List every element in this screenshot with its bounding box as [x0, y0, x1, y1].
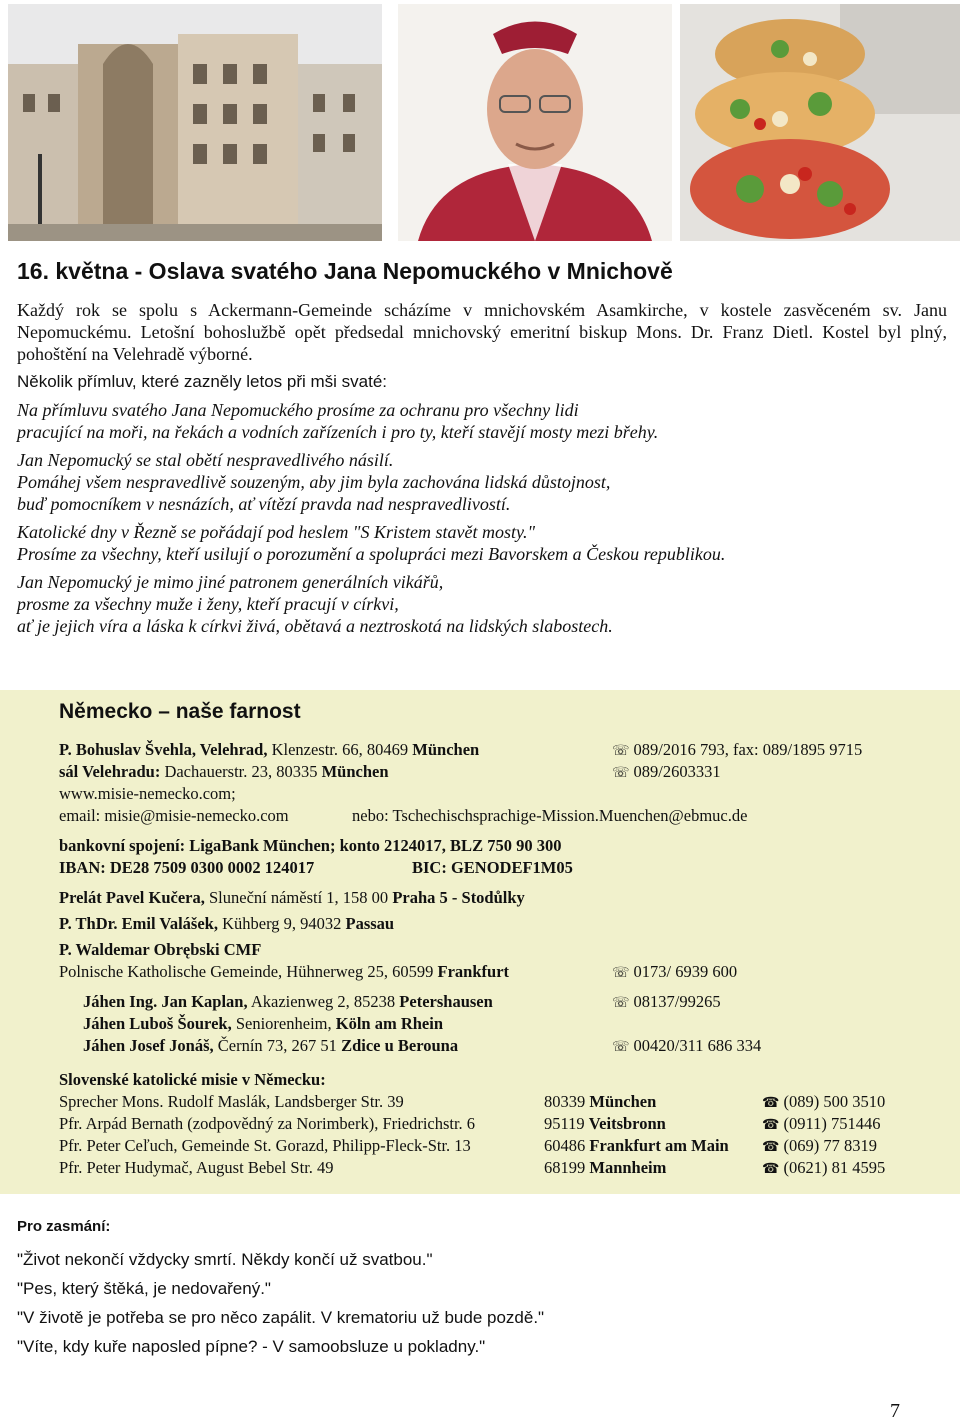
priest-phone: 089/2016 793, fax: 089/1895 9715: [633, 740, 863, 759]
prayer-line: pracující na moři, na řekách a vodních zařízeních i pro ty, kteří stavějí mosty mezi břehy.: [17, 422, 659, 442]
phone-icon: ☎: [762, 1096, 780, 1111]
prelate-name: Prelát Pavel Kučera,: [59, 888, 205, 907]
prayer-line: buď pomocníkem v nesnázích, ať vítězí pravda nad nespravedlivostí.: [17, 494, 511, 514]
hall-row: [59, 762, 939, 784]
prayer-line: Pomáhej všem nespravedlivě souzeným, aby jim byla zachována lidská důstojnost,: [17, 472, 611, 492]
prayer-line: ať je jejich víra a láska k církvi živá, obětavá a neztroskotá na lidských slabostech.: [17, 616, 613, 636]
slovak-name: Pfr. Arpád Bernath (zodpovědný za Norimberk), Friedrichstr. 6: [59, 1114, 476, 1133]
valasek-name: P. ThDr. Emil Valášek,: [59, 914, 218, 933]
slovak-phone: ☎ (0911) 751446: [762, 1114, 881, 1133]
prayer-line: Jan Nepomucký se stal obětí nespravedlivého násilí.: [17, 450, 394, 470]
phone-icon: ☏: [612, 1040, 630, 1055]
email-link[interactable]: email: misie@misie-nemecko.com: [59, 806, 289, 825]
slovak-heading: Slovenské katolické misie v Německu:: [59, 1070, 326, 1089]
email-row: [59, 806, 939, 828]
joke-line: "Pes, který štěká, je nedovařený.": [17, 1279, 271, 1298]
joke-line: "Život nekončí vždycky smrtí. Někdy končí už svatbou.": [17, 1250, 433, 1269]
prayers-lead: Několik přímluv, které zazněly letos při mši svaté:: [17, 372, 388, 391]
website-link[interactable]: www.misie-nemecko.com;: [59, 784, 236, 803]
joke-line: "V životě je potřeba se pro něco zapálit. V krematoriu už bude pozdě.": [17, 1308, 545, 1327]
obrebski-city: Frankfurt: [437, 962, 510, 981]
phone-icon: ☏: [612, 966, 630, 981]
sourek-addr: Seniorenheim,: [231, 1014, 336, 1033]
iban-row: [59, 858, 939, 880]
kaplan-row: [59, 992, 939, 1014]
phone-icon: ☏: [612, 996, 630, 1011]
joke-line: "Víte, kdy kuře naposled pípne? - V samoobsluze u pokladny.": [17, 1337, 486, 1356]
slovak-missions: [59, 1092, 939, 1180]
jonas-name: Jáhen Josef Jonáš,: [83, 1036, 214, 1055]
obrebski-name: P. Waldemar Obrębski CMF: [59, 940, 262, 959]
slovak-location: 60486 Frankfurt am Main: [544, 1136, 729, 1155]
food-platters-photo: [680, 4, 960, 241]
slovak-phone: ☎ (0621) 81 4595: [762, 1158, 886, 1177]
church-photo: [8, 4, 382, 241]
article: [17, 258, 947, 637]
prelate-row: [59, 888, 939, 910]
contacts-heading: Německo – naše farnost: [59, 700, 301, 723]
jonas-phone: 00420/311 686 334: [633, 1036, 762, 1055]
kaplan-name: Jáhen Ing. Jan Kaplan,: [83, 992, 248, 1011]
humor-heading: Pro zasmání:: [17, 1218, 111, 1235]
obrebski-name-row: [59, 940, 939, 962]
valasek-addr: Kühberg 9, 94032: [217, 914, 346, 933]
hall-label: sál Velehradu:: [59, 762, 161, 781]
kaplan-city: Petershausen: [399, 992, 493, 1011]
sourek-row: [59, 1014, 939, 1036]
jonas-addr: Černín 73, 267 51: [213, 1036, 342, 1055]
obrebski-row: [59, 962, 939, 984]
phone-icon: ☎: [762, 1162, 780, 1177]
phone-icon: ☎: [762, 1140, 780, 1155]
slovak-name: Pfr. Peter Ceľuch, Gemeinde St. Gorazd, Philipp-Fleck-Str. 13: [59, 1136, 471, 1155]
prayers: [17, 399, 947, 637]
sourek-city: Köln am Rhein: [335, 1014, 444, 1033]
slovak-location: 80339 München: [544, 1092, 657, 1111]
obrebski-addr: Polnische Katholische Gemeinde, Hühnerweg 25, 60599: [59, 962, 438, 981]
article-title: 16. května - Oslava svatého Jana Nepomuckého v Mnichově: [17, 258, 673, 284]
slovak-location: 68199 Mannheim: [544, 1158, 667, 1177]
humor-section: [17, 1218, 937, 1361]
jonas-row: [59, 1036, 939, 1058]
slovak-phone: ☎ (069) 77 8319: [762, 1136, 877, 1155]
page-number: 7: [890, 1400, 900, 1422]
phone-icon: ☏: [612, 744, 630, 759]
obrebski-phone: 0173/ 6939 600: [633, 962, 738, 981]
jonas-city: Zdice u Berouna: [341, 1036, 459, 1055]
sourek-name: Jáhen Luboš Šourek,: [83, 1014, 232, 1033]
email-alt-link[interactable]: nebo: Tschechischsprachige-Mission.Muenchen@ebmuc.de: [352, 806, 748, 825]
prayer-line: Na přímluvu svatého Jana Nepomuckého prosíme za ochranu pro všechny lidi: [17, 400, 579, 420]
article-intro: Každý rok se spolu s Ackermann-Gemeinde scházíme v mnichovském Asamkirche, v kostele zasvěceném sv. Janu Nepomuckému. Letošní bohoslužbě opět předsedal mnichovský emeritní biskup Mons. Dr. Franz Dietl. Kostel byl plný, pohoštění na Velehradě výborné.: [17, 300, 947, 364]
prelate-addr: Sluneční náměstí 1, 158 00: [204, 888, 393, 907]
valasek-row: [59, 914, 939, 936]
web-row: [59, 784, 939, 806]
slovak-name: Pfr. Peter Hudymač, August Bebel Str. 49: [59, 1158, 334, 1177]
bishop-portrait: [398, 4, 672, 241]
hall-phone: 089/2603331: [633, 762, 721, 781]
bank-row: [59, 836, 939, 858]
slovak-name: Sprecher Mons. Rudolf Maslák, Landsberger Str. 39: [59, 1092, 404, 1111]
phone-icon: ☎: [762, 1118, 780, 1133]
hall-city: München: [321, 762, 389, 781]
priest-name: P. Bohuslav Švehla, Velehrad,: [59, 740, 268, 759]
priest-street: Klenzestr. 66, 80469: [267, 740, 413, 759]
prayer-line: prosme za všechny muže i ženy, kteří pracují v církvi,: [17, 594, 399, 614]
kaplan-phone: 08137/99265: [633, 992, 721, 1011]
prayer-line: Jan Nepomucký je mimo jiné patronem generálních vikářů,: [17, 572, 444, 592]
prelate-city: Praha 5 - Stodůlky: [392, 888, 525, 907]
valasek-city: Passau: [345, 914, 395, 933]
priest-city: München: [412, 740, 480, 759]
slovak-location: 95119 Veitsbronn: [544, 1114, 666, 1133]
prayer-line: Prosíme za všechny, kteří usilují o porozumění a spolupráci mezi Bavorskem a Českou republikou.: [17, 544, 726, 564]
slovak-heading-row: [59, 1070, 939, 1092]
slovak-phone: ☎ (089) 500 3510: [762, 1092, 886, 1111]
kaplan-addr: Akazienweg 2, 85238: [247, 992, 400, 1011]
phone-icon: ☏: [612, 766, 630, 781]
prayer-line: Katolické dny v Řezně se pořádají pod heslem "S Kristem stavět mosty.": [17, 522, 536, 542]
hall-street: Dachauerstr. 23, 80335: [160, 762, 322, 781]
priest-row: [59, 740, 939, 762]
parish-contacts-box: [0, 690, 960, 1194]
iban: IBAN: DE28 7509 0300 0002 124017: [59, 858, 315, 877]
bank-line: bankovní spojení: LigaBank München; konto 2124017, BLZ 750 90 300: [59, 836, 562, 855]
bic: BIC: GENODEF1M05: [412, 858, 573, 877]
